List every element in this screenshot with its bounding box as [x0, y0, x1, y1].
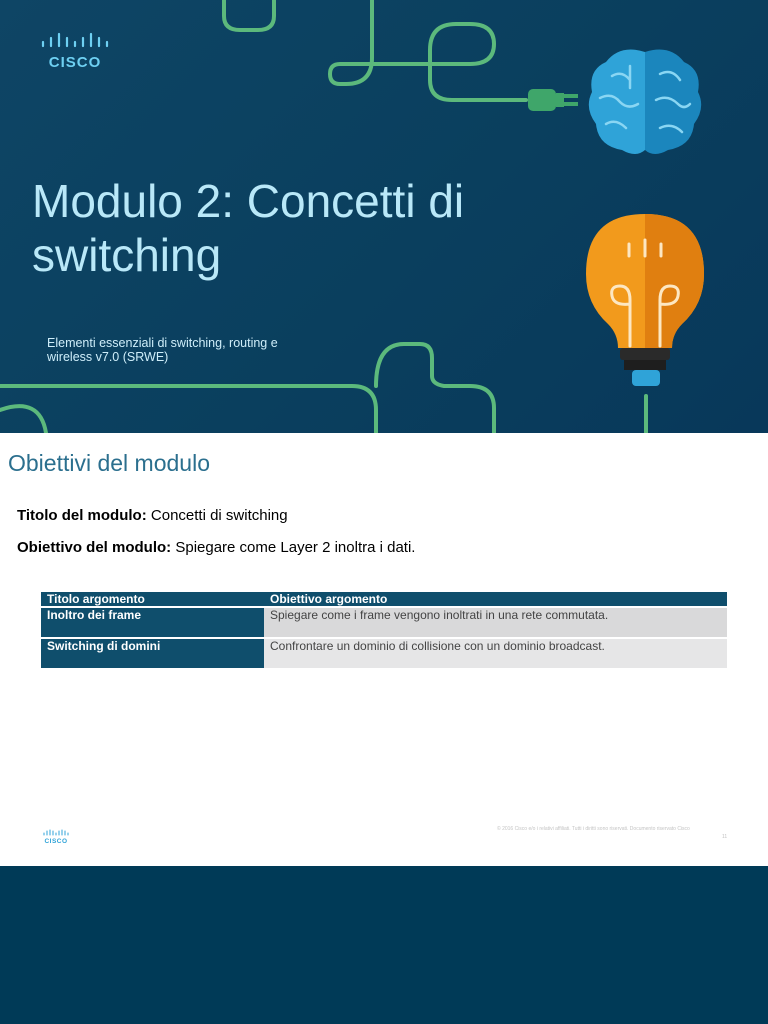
module-title-value: Concetti di switching: [150, 507, 288, 524]
footer-cisco-logo-icon: [42, 829, 70, 845]
circuit-line-left: [0, 406, 46, 433]
page-number: 11: [722, 834, 728, 840]
column-header-topic: Titolo argomento: [41, 592, 264, 606]
goal-cell: Spiegare come i frame vengono inoltrati in una rete commutata.: [264, 608, 727, 637]
circuit-line-bottom-loop: [376, 344, 494, 433]
circuit-line-top: [224, 0, 274, 30]
circuit-line-bottom: [0, 386, 376, 433]
module-goal-label: Obiettivo del modulo:: [17, 539, 172, 556]
slide-title: Modulo 2: Concetti di switching: [32, 175, 465, 281]
module-goal-line: [17, 539, 415, 557]
topic-cell: Inoltro dei frame: [41, 608, 264, 637]
footer-copyright: © 2016 Cisco e/o i relativi affiliati. Tutti i diritti sono riservati. Documento riservato Cisco: [497, 826, 690, 832]
slide-subtitle: Elementi essenziali di switching, routing e wireless v7.0 (SRWE): [47, 336, 278, 364]
cisco-logo-icon: [40, 32, 110, 72]
circuit-line-center: [330, 0, 526, 100]
footer-logo-text: CISCO: [44, 838, 68, 845]
module-goal-value: Spiegare come Layer 2 inoltra i dati.: [175, 539, 416, 556]
topic-cell: Switching di domini: [41, 639, 264, 668]
column-header-goal: Obiettivo argomento: [264, 592, 727, 606]
brain-icon: [589, 50, 701, 154]
objectives-heading: Obiettivi del modulo: [8, 450, 210, 476]
table-row: [41, 608, 727, 637]
objectives-slide: [0, 433, 768, 866]
goal-cell: Confrontare un dominio di collisione con un dominio broadcast.: [264, 639, 727, 668]
title-slide: [0, 0, 768, 433]
table-row: [41, 639, 727, 668]
module-title-line: [17, 507, 288, 525]
topics-table: [41, 590, 727, 670]
cisco-logo-text: CISCO: [48, 54, 102, 71]
table-header-row: [41, 592, 727, 606]
lightbulb-icon: [586, 214, 704, 386]
module-title-label: Titolo del modulo:: [17, 507, 147, 524]
plug-icon: [528, 89, 578, 111]
bottom-band: [0, 866, 768, 1024]
